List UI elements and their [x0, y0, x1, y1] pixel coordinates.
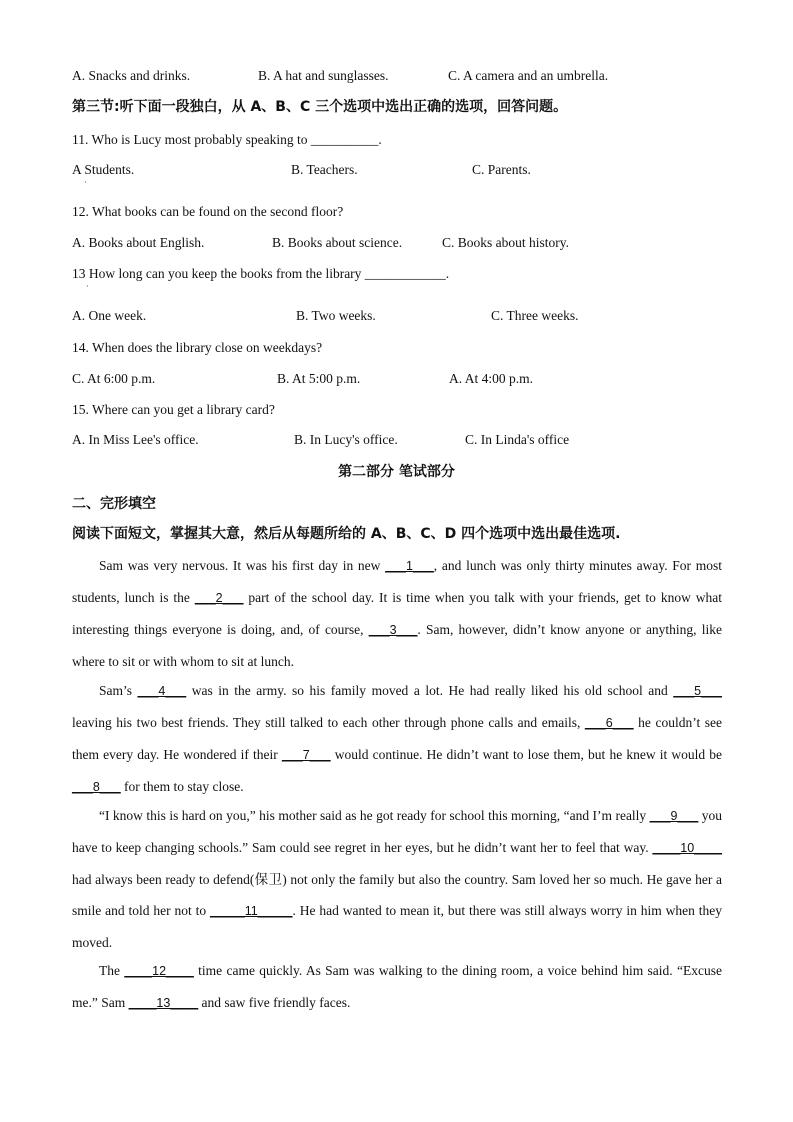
q13-option-c: C. Three weeks. — [491, 308, 579, 323]
q12-option-b: B. Books about science. — [272, 235, 403, 250]
blank-3: ___3___ — [368, 623, 418, 637]
q11-option-b: B. Teachers. — [291, 162, 358, 177]
passage-text: , and lunch was only thirty minutes away. For most students, lunch is the — [72, 558, 723, 605]
blank-6: ___6___ — [584, 716, 634, 730]
q14-option-3: A. At 4:00 p.m. — [449, 371, 534, 386]
blank-10: ____10____ — [652, 841, 722, 855]
question-12: 12. What books can be found on the second floor? — [72, 204, 344, 219]
passage-text: . He had wanted to mean it, but there was still always worry in him when they moved. — [72, 903, 722, 950]
passage-paragraph-2 — [72, 675, 722, 803]
stray-dot: · — [86, 282, 89, 291]
passage-text: he couldn’t see them every day. He wondered if their — [72, 715, 722, 762]
q15-option-b: B. In Lucy's office. — [294, 432, 398, 447]
passage-text: for them to stay close. — [120, 779, 244, 794]
q14-option-1: C. At 6:00 p.m. — [72, 371, 156, 386]
q13-option-b: B. Two weeks. — [296, 308, 376, 323]
q14-option-2: B. At 5:00 p.m. — [277, 371, 361, 386]
q13-option-a: A. One week. — [72, 308, 147, 323]
section2-heading: 二、完形填空 — [72, 496, 156, 512]
passage-text: . Sam, however, didn’t know anyone or anything, like where to sit or with whom to sit at lunch. — [72, 622, 722, 669]
stray-dot: · — [84, 178, 87, 187]
blank-13: ____13____ — [128, 996, 199, 1010]
blank-7: ___7___ — [281, 748, 331, 762]
q15-option-c: C. In Linda's office — [465, 432, 570, 447]
passage-paragraph-1 — [72, 550, 722, 677]
blank-9: ___9___ — [649, 809, 699, 823]
q10-option-a: A. Snacks and drinks. — [72, 68, 191, 83]
passage-text: would continue. He didn’t want to lose them, but he knew it would be — [330, 747, 722, 762]
q11-option-a: A Students. — [72, 162, 135, 177]
passage-text: “I know this is hard on you,” his mother said as he got ready for school this morning, “and I’m really — [99, 808, 650, 823]
section3-heading: 第三节:听下面一段独白，从 A、B、C 三个选项中选出正确的选项，回答问题。 — [72, 99, 568, 115]
blank-11: _____11_____ — [210, 904, 293, 918]
blank-2: ___2___ — [194, 591, 244, 605]
q11-option-c: C. Parents. — [472, 162, 531, 177]
passage-text: leaving his two best friends. They still talked to each other through phone calls and emails, — [72, 715, 585, 730]
q12-option-a: A. Books about English. — [72, 235, 205, 250]
blank-8: ___8___ — [72, 780, 121, 794]
passage-text: Sam’s — [99, 683, 138, 698]
blank-5: ___5___ — [673, 684, 722, 698]
question-15: 15. Where can you get a library card? — [72, 402, 275, 417]
question-11: 11. Who is Lucy most probably speaking to __________. — [72, 132, 382, 147]
blank-1: ___1___ — [385, 559, 434, 573]
passage-text: you have to keep changing schools.” Sam could see regret in her eyes, but he didn’t want her to feel that way. — [72, 808, 723, 855]
blank-12: ____12____ — [124, 964, 194, 978]
passage-text: time came quickly. As Sam was walking to the dining room, a voice behind him said. “Excuse me.” Sam — [72, 963, 722, 1010]
part2-title: 第二部分 笔试部分 — [338, 464, 455, 480]
passage-text: and saw five friendly faces. — [198, 995, 351, 1010]
q10-option-c: C. A camera and an umbrella. — [448, 68, 609, 83]
passage-text: had always been ready to defend(保卫) not only the family but also the country. Sam loved her so much. He gave her a smile and told her not to — [72, 872, 722, 918]
passage-paragraph-3 — [72, 800, 722, 958]
q10-option-b: B. A hat and sunglasses. — [258, 68, 389, 83]
passage-text: The — [99, 963, 125, 978]
q12-option-c: C. Books about history. — [442, 235, 570, 250]
blank-4: ___4___ — [137, 684, 187, 698]
question-14: 14. When does the library close on weekdays? — [72, 340, 323, 355]
q15-option-a: A. In Miss Lee's office. — [72, 432, 199, 447]
passage-text: Sam was very nervous. It was his first day in new — [99, 558, 386, 573]
cloze-instruction: 阅读下面短文，掌握其大意，然后从每题所给的 A、B、C、D 四个选项中选出最佳选项. — [72, 526, 621, 542]
passage-text: part of the school day. It is time when you talk with your friends, get to know what interesting things everyone is doing, and, of course, — [72, 590, 722, 637]
passage-text: was in the army. so his family moved a lot. He had really liked his old school and — [186, 683, 674, 698]
passage-paragraph-4 — [72, 955, 722, 1019]
question-13: 13 How long can you keep the books from the library ____________. — [72, 266, 450, 281]
